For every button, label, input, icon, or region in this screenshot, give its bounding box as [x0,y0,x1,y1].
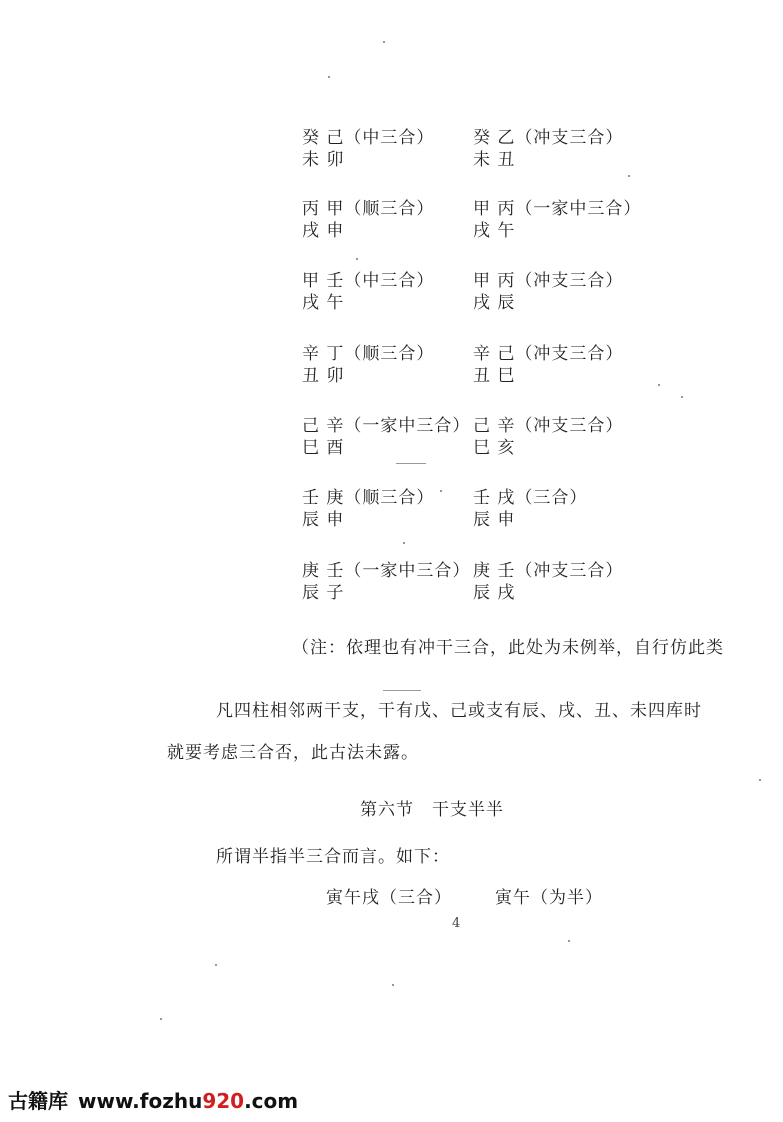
pair-left-top: 庚 壬（一家中三合） [302,561,471,581]
ganzhi-pair-left [302,415,470,459]
scan-speck [759,779,761,781]
page-number: 4 [452,916,461,931]
scan-speck [440,490,442,492]
section-title: 干支半半 [432,800,504,820]
ganzhi-pair-right [473,270,623,314]
pair-right-top: 辛 己（冲支三合） [473,344,624,364]
ganzhi-pair-right [473,560,623,604]
scan-speck [568,940,570,942]
ganzhi-pair-left [302,270,434,314]
pair-left-top: 辛 丁（顺三合） [302,344,435,364]
ganzhi-pair-left [302,127,434,171]
pair-right-bottom: 辰 戌 [473,583,516,603]
pair-right-top: 甲 丙（冲支三合） [473,271,624,291]
scan-speck [628,175,630,177]
scan-speck [328,76,330,78]
scan-speck [403,542,405,544]
pair-right-top: 癸 乙（冲支三合） [473,128,624,148]
scan-speck [658,384,660,386]
watermark [8,1085,298,1114]
pair-right-bottom: 巳 亥 [473,438,516,458]
section-heading [360,795,504,820]
pair-right-bottom: 丑 巳 [473,366,516,386]
pair-right-top: 壬 戌（三合） [473,488,588,508]
ganzhi-pair-right [473,127,623,171]
section-number: 第六节 [360,800,414,820]
watermark-brand: 古籍库 [8,1089,68,1113]
note-text: （注：依理也有冲干三合，此处为未例举，自行仿此类 [292,638,724,658]
ganzhi-pair-right [473,343,623,387]
scan-speck [356,258,358,260]
scan-speck [215,964,217,966]
pair-right-bottom: 戌 辰 [473,293,516,313]
pair-left-bottom: 辰 申 [302,510,345,530]
watermark-url-digits: 920 [202,1089,245,1113]
pair-right-bottom: 戌 午 [473,221,516,241]
intro-text: 所谓半指半三合而言。如下： [216,847,450,867]
ganzhi-pair-right [473,487,587,531]
ganzhi-pair-left [302,198,434,242]
watermark-url-prefix: www.fozhu [78,1089,203,1113]
paragraph-line-1: 凡四柱相邻两干支，干有戊、己或支有辰、戌、丑、未四库时 [216,701,702,721]
pair-left-top: 癸 己（中三合） [302,128,435,148]
scan-dash [396,463,426,464]
pair-left-top: 丙 甲（顺三合） [302,199,435,219]
paragraph-line-2: 就要考虑三合否，此古法未露。 [167,743,419,763]
scan-speck [392,984,394,986]
ganzhi-pair-right [473,415,623,459]
ganzhi-pair-left [302,487,434,531]
pair-left-bottom: 巳 酉 [302,438,345,458]
pair-left-top: 甲 壬（中三合） [302,271,435,291]
pair-right-bottom: 辰 申 [473,510,516,530]
ganzhi-pair-left [302,343,434,387]
scan-speck [383,41,385,43]
scan-dash [383,690,421,691]
watermark-url-suffix: .com [244,1089,299,1113]
pair-right-top: 庚 壬（冲支三合） [473,561,624,581]
scan-speck [681,396,683,398]
pair-left-bottom: 未 卯 [302,150,345,170]
pair-left-top: 己 辛（一家中三合） [302,416,471,436]
pair-right-top: 甲 丙（一家中三合） [473,199,642,219]
pair-right-bottom: 未 丑 [473,150,516,170]
pair-left-bottom: 丑 卯 [302,366,345,386]
example-right: 寅午（为半） [495,888,603,908]
scan-speck [160,1018,162,1020]
pair-left-top: 壬 庚（顺三合） [302,488,435,508]
ganzhi-pair-right [473,198,641,242]
pair-left-bottom: 辰 子 [302,583,345,603]
ganzhi-pair-left [302,560,470,604]
example-left: 寅午戌（三合） [326,888,452,908]
pair-left-bottom: 戌 午 [302,293,345,313]
pair-right-top: 己 辛（冲支三合） [473,416,624,436]
pair-left-bottom: 戌 申 [302,221,345,241]
